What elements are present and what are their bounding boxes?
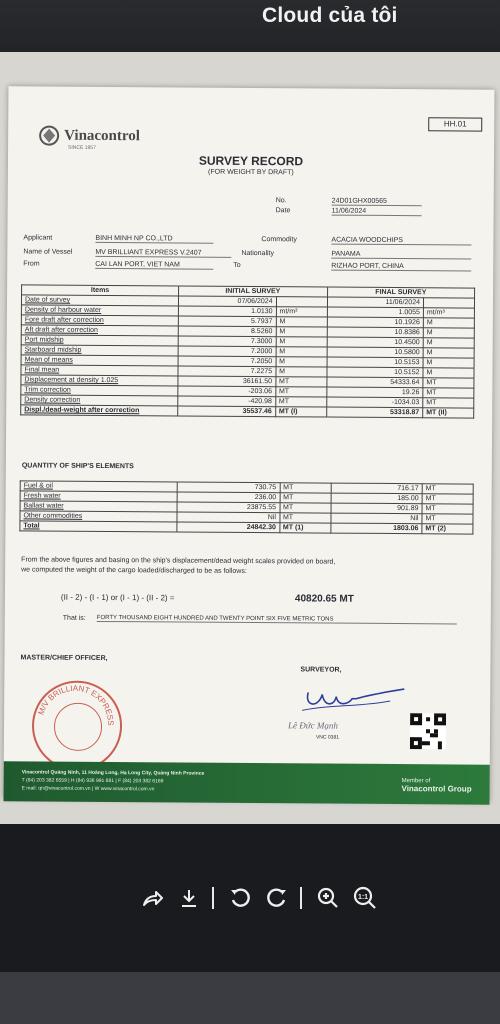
- to-label: To: [233, 261, 241, 269]
- app-header: [0, 0, 500, 52]
- initial-unit: mt/m³: [276, 307, 327, 317]
- form-code: HH.01: [428, 117, 482, 131]
- toolbar-separator: [300, 887, 302, 909]
- final-unit: MT: [423, 388, 474, 398]
- app-title: Cloud của tôi: [262, 4, 398, 27]
- row-item: Ballast water: [20, 501, 177, 512]
- nationality-label: Nationality: [241, 249, 275, 258]
- row-item: Displ./dead-weight after correction: [21, 405, 178, 416]
- final-value: 10.5152: [327, 367, 423, 378]
- initial-unit: M: [276, 367, 327, 377]
- initial-unit: MT: [280, 503, 331, 513]
- initial-value: 35537.46: [178, 406, 276, 417]
- initial-value: 23875.55: [177, 502, 280, 513]
- company-name: Vinacontrol: [64, 127, 141, 144]
- vessel-value: MV BRILLIANT EXPRESS V.2407: [95, 249, 231, 258]
- row-item: Fuel & oil: [20, 481, 177, 492]
- ship-stamp: [32, 680, 123, 771]
- row-item: Date of survey: [21, 295, 178, 306]
- svg-text:M/V BRILLIANT EXPRESS: M/V BRILLIANT EXPRESS: [36, 683, 116, 726]
- final-unit: MT: [422, 494, 473, 504]
- row-item: Port midship: [21, 335, 178, 346]
- final-value: 11/06/2024: [327, 297, 423, 308]
- initial-value: 236.00: [177, 492, 280, 503]
- final-unit: MT: [423, 398, 474, 408]
- actual-size-icon: [353, 886, 377, 910]
- row-item: Density correction: [21, 395, 178, 406]
- date-label: Date: [275, 207, 291, 215]
- applicant-label: Applicant: [23, 234, 53, 242]
- final-unit: M: [423, 358, 474, 368]
- no-label: No.: [275, 197, 287, 205]
- final-value: -1034.03: [326, 397, 422, 408]
- final-value: 19.26: [326, 387, 422, 398]
- final-unit: MT (II): [423, 408, 474, 418]
- device-bezel: [0, 972, 500, 1024]
- rotate-left-button[interactable]: [226, 884, 254, 912]
- final-unit: mt/m³: [423, 308, 474, 318]
- svg-text:1:1: 1:1: [357, 894, 369, 901]
- company-logo: [38, 125, 140, 148]
- initial-value: 7.2050: [178, 356, 276, 367]
- initial-value: 7.3000: [178, 336, 276, 347]
- final-unit: [423, 298, 474, 308]
- final-value: 10.5800: [327, 347, 423, 358]
- vessel-label: Name of Vessel: [23, 248, 73, 256]
- no-value: 24D01GHX00565: [332, 198, 422, 207]
- initial-value: 7.2000: [178, 346, 276, 357]
- section-ship-elements: QUANTITY OF SHIP'S ELEMENTS: [21, 462, 134, 471]
- initial-unit: M: [276, 327, 327, 337]
- row-item: Density of harbour water: [21, 305, 178, 316]
- initial-value: 5.7937: [178, 316, 276, 327]
- from-label: From: [23, 260, 40, 268]
- viewer-toolbar: [0, 824, 500, 1024]
- from-value: CAI LAN PORT, VIET NAM: [95, 261, 213, 270]
- survey-table-body: [21, 295, 475, 418]
- final-unit: M: [423, 368, 474, 378]
- initial-value: 7.2275: [178, 366, 276, 377]
- row-item: Mean of means: [21, 355, 178, 366]
- row-item: Displacement at density 1.025: [21, 375, 178, 386]
- row-item: Aft draft after correction: [21, 325, 178, 336]
- initial-unit: M: [276, 357, 327, 367]
- zoom-in-button[interactable]: [314, 884, 342, 912]
- statement-line-1: From the above figures and basing on the ship's displacement/dead weight scales provided on board,: [21, 556, 336, 566]
- document-footer: [3, 761, 489, 804]
- final-unit: MT: [422, 504, 473, 514]
- initial-unit: MT: [275, 387, 326, 397]
- initial-value: 730.75: [177, 482, 280, 493]
- final-value: 716.17: [331, 483, 423, 494]
- commodity-value: ACACIA WOODCHIPS: [331, 237, 471, 246]
- initial-value: Nil: [177, 512, 280, 523]
- initial-unit: MT (1): [279, 523, 330, 533]
- elements-table: [19, 480, 473, 534]
- final-value: 10.5153: [327, 357, 423, 368]
- download-button[interactable]: [175, 884, 203, 912]
- final-unit: MT: [422, 484, 473, 494]
- member-group: Vinacontrol Group: [401, 784, 472, 794]
- rotate-right-button[interactable]: [263, 884, 291, 912]
- initial-value: 8.5260: [178, 326, 276, 337]
- header-items: Items: [22, 285, 179, 296]
- stamp-text-icon: [32, 680, 119, 767]
- rotate-right-icon: [265, 886, 289, 910]
- final-value: 901.89: [331, 503, 423, 514]
- initial-unit: MT: [280, 483, 331, 493]
- survey-table: [20, 284, 475, 418]
- initial-unit: M: [276, 337, 327, 347]
- download-icon: [178, 887, 200, 909]
- share-button[interactable]: [138, 884, 166, 912]
- initial-value: -203.06: [178, 386, 276, 397]
- header-final: FINAL SURVEY: [327, 287, 474, 298]
- initial-unit: MT: [280, 493, 331, 503]
- row-item: Total: [20, 521, 177, 532]
- final-value: 54333.64: [327, 377, 423, 388]
- row-item: Fore draft after correction: [21, 315, 178, 326]
- toolbar-separator: [212, 887, 214, 909]
- surveyor-name: Lê Đức Mạnh: [288, 720, 338, 731]
- survey-document: [4, 86, 495, 801]
- final-unit: MT: [422, 514, 473, 524]
- final-unit: MT (2): [422, 524, 473, 534]
- formula: (II - 2) - (I - 1) or (I - 1) - (II - 2) =: [60, 592, 175, 603]
- initial-unit: MT: [279, 513, 330, 523]
- table-row: [20, 521, 473, 534]
- row-item: Trim correction: [21, 385, 178, 396]
- final-value: 10.1926: [327, 317, 423, 328]
- qr-code-icon: [410, 713, 446, 749]
- header-initial: INITIAL SURVEY: [179, 286, 328, 297]
- final-value: 10.4500: [327, 337, 423, 348]
- final-value: 1.0055: [327, 307, 423, 318]
- vinacontrol-logo-icon: [38, 125, 60, 147]
- zoom-in-icon: [316, 886, 340, 910]
- words-value: FORTY THOUSAND EIGHT HUNDRED AND TWENTY POINT SIX FIVE METRIC TONS: [97, 615, 457, 625]
- initial-unit: [276, 297, 327, 307]
- final-value: 10.8386: [327, 327, 423, 338]
- statement-line-2: we computed the weight of the cargo loaded/discharged to be as follows:: [21, 566, 247, 575]
- initial-unit: MT: [276, 377, 327, 387]
- final-unit: M: [423, 338, 474, 348]
- initial-unit: M: [276, 317, 327, 327]
- final-unit: M: [423, 328, 474, 338]
- final-unit: MT: [423, 378, 474, 388]
- footer-address: Vinacontrol Quảng Ninh, 11 Hoàng Long, Hạ Long City, Quảng Ninh Province: [21, 769, 205, 777]
- initial-unit: MT (I): [275, 407, 326, 417]
- initial-value: 36161.50: [178, 376, 276, 387]
- document-title: SURVEY RECORD: [198, 153, 304, 169]
- commodity-label: Commodity: [261, 236, 297, 244]
- initial-unit: M: [276, 347, 327, 357]
- rotate-left-icon: [228, 886, 252, 910]
- initial-value: 24842.30: [177, 522, 280, 533]
- final-unit: M: [423, 348, 474, 358]
- initial-value: 1.0130: [178, 306, 276, 317]
- final-value: Nil: [330, 513, 422, 524]
- result-value: 40820.65 MT: [294, 593, 354, 605]
- final-unit: M: [423, 318, 474, 328]
- row-item: Final mean: [21, 365, 178, 376]
- final-value: 185.00: [331, 493, 423, 504]
- footer-phone: T (84) 203 382 6559 | H (84) 936 991 881 | F (84) 203 382 6169: [21, 777, 164, 785]
- nationality-value: PANAMA: [331, 251, 471, 260]
- company-sub: SINCE 1957: [68, 144, 96, 151]
- words-label: That is:: [62, 614, 86, 622]
- share-icon: [141, 887, 163, 909]
- row-item: Starboard midship: [21, 345, 178, 356]
- surveyor-code: VNC 0381: [315, 734, 340, 741]
- date-value: 11/06/2024: [332, 208, 422, 217]
- footer-email: E mail: qn@vinacontrol.com.vn | W www.vinacontrol.com.vn: [21, 785, 155, 793]
- row-item: Other commodities: [20, 511, 177, 522]
- document-subtitle: (FOR WEIGHT BY DRAFT): [208, 168, 294, 177]
- master-label: MASTER/CHIEF OFFICER,: [20, 654, 108, 663]
- member-label: Member of: [401, 778, 431, 785]
- surveyor-signature-icon: [300, 684, 410, 715]
- row-item: Fresh water: [20, 491, 177, 502]
- final-value: 1803.06: [330, 523, 422, 534]
- actual-size-button[interactable]: [351, 884, 379, 912]
- surveyor-label: SURVEYOR,: [300, 666, 342, 674]
- initial-value: 07/06/2024: [178, 296, 276, 307]
- applicant-value: BINH MINH NP CO.,LTD: [95, 235, 213, 244]
- to-value: RIZHAO PORT, CHINA: [331, 263, 471, 272]
- initial-unit: MT: [275, 397, 326, 407]
- elements-table-body: [20, 481, 473, 534]
- initial-value: -420.98: [178, 396, 276, 407]
- final-value: 53318.87: [326, 407, 422, 418]
